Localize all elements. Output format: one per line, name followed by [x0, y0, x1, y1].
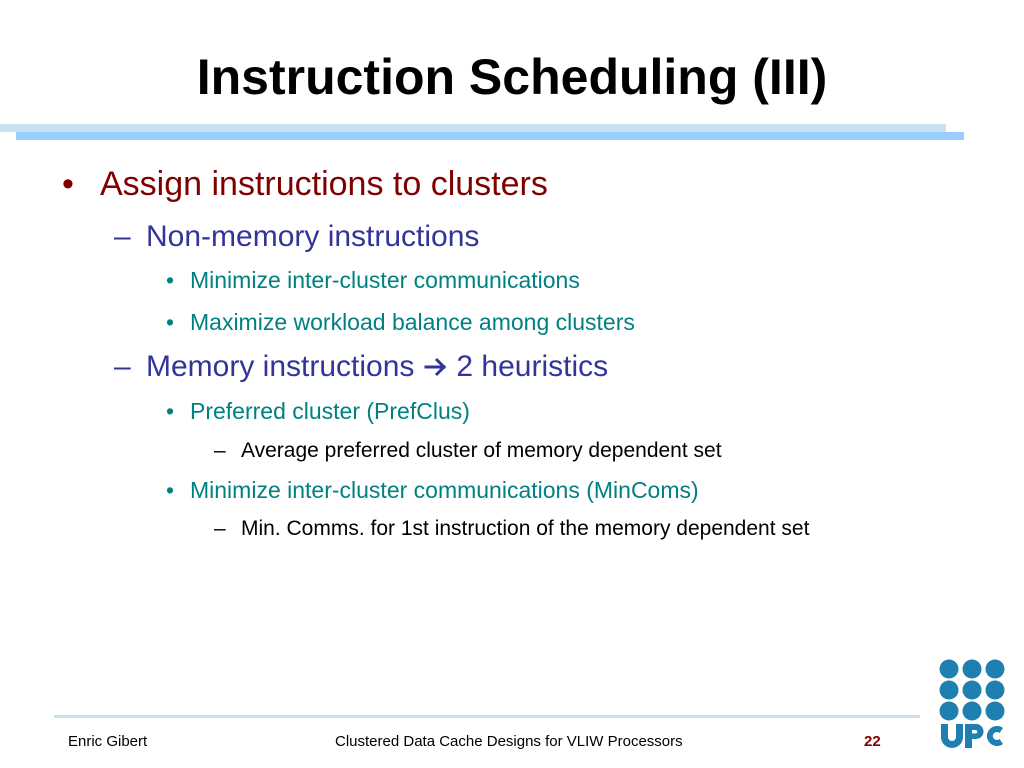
bullet-text: Maximize workload balance among clusters — [190, 309, 635, 335]
bullet-text: Preferred cluster (PrefClus) — [190, 398, 470, 424]
bullet-average-preferred-cluster — [214, 437, 722, 465]
bullet-assign-instructions — [62, 162, 548, 206]
dash-marker: – — [114, 350, 131, 383]
bullet-minimize-communications — [166, 265, 580, 295]
bullet-text: Min. Comms. for 1st instruction of the memory dependent set — [241, 517, 810, 540]
bullet-marker: • — [62, 165, 74, 203]
bullet-marker: • — [166, 398, 175, 424]
bullet-mincoms — [166, 475, 699, 505]
dash-marker: – — [214, 517, 226, 540]
bullet-min-comms-first-instruction — [214, 515, 809, 543]
bullet-marker: • — [166, 267, 175, 293]
bullet-text: Minimize inter-cluster communications — [190, 267, 580, 293]
bullet-text: Assign instructions to clusters — [100, 165, 548, 203]
bullet-text: Average preferred cluster of memory dependent set — [241, 439, 722, 462]
dash-marker: – — [114, 220, 131, 253]
bullet-marker: • — [166, 309, 175, 335]
upc-logo — [938, 658, 1006, 750]
footer-author: Enric Gibert — [68, 733, 148, 750]
bullet-text-after: 2 heuristics — [456, 350, 609, 383]
bullet-non-memory-instructions — [114, 218, 479, 256]
bullet-text: Minimize inter-cluster communications (MinComs) — [190, 477, 699, 503]
bullet-text: Non-memory instructions — [146, 220, 480, 253]
bullet-preferred-cluster — [166, 396, 470, 426]
bullet-memory-instructions — [114, 348, 608, 386]
footer-presentation-title: Clustered Data Cache Designs for VLIW Processors — [335, 733, 683, 750]
footer-page-number: 22 — [864, 733, 881, 750]
bullet-maximize-workload — [166, 307, 635, 337]
bullet-marker: • — [166, 477, 175, 503]
bullet-text-before: Memory instructions — [146, 350, 415, 383]
right-arrow-icon — [424, 355, 448, 379]
slide-title: Instruction Scheduling (III) — [196, 49, 828, 105]
dash-marker: – — [214, 439, 226, 462]
footer-divider — [54, 715, 920, 718]
